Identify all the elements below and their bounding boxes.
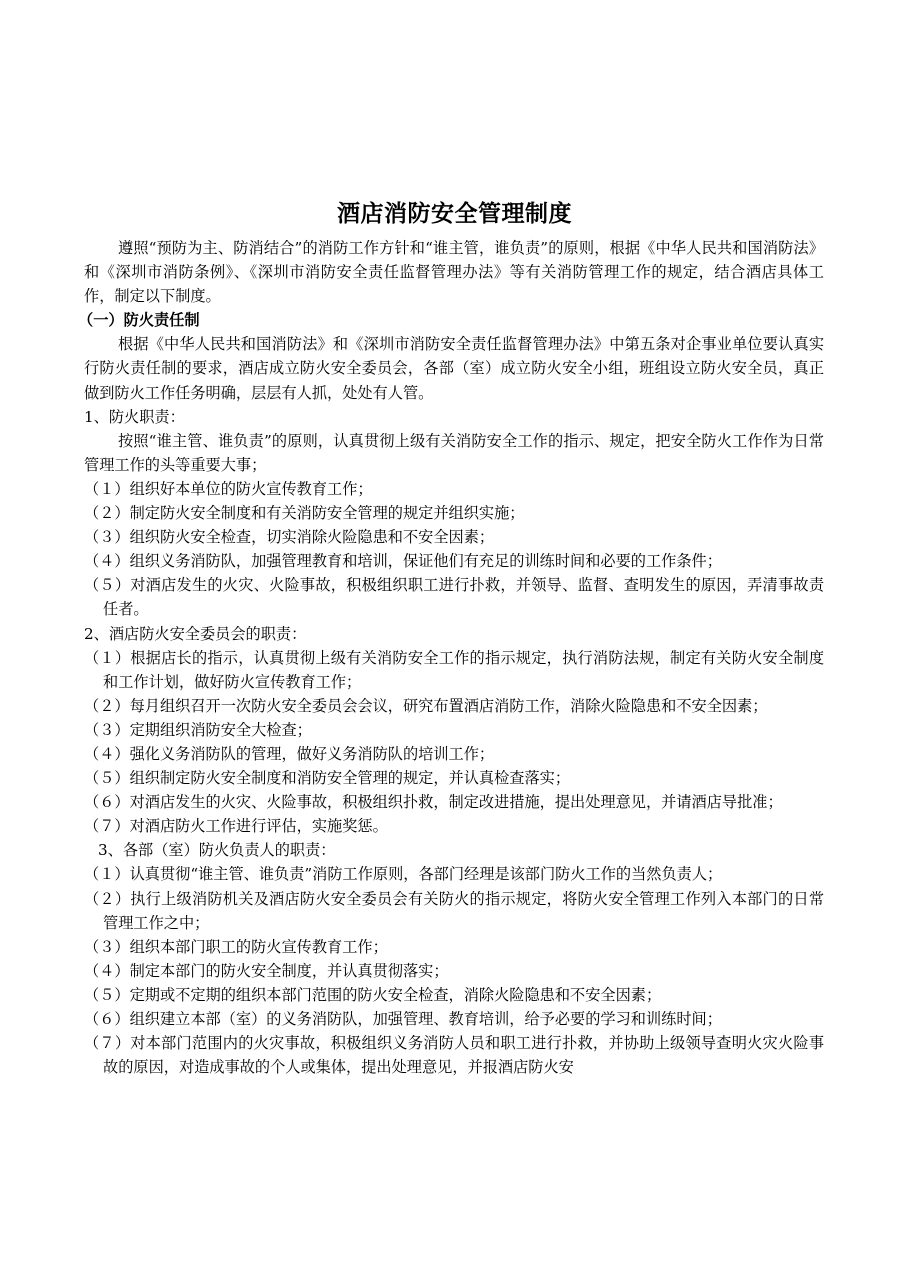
list-item: （３）组织本部门职工的防火宣传教育工作； — [84, 937, 388, 956]
part2-heading: 2、酒店防火安全委员会的职责： — [84, 624, 307, 643]
list-item: （１）认真贯彻“谁主管、谁负责”消防工作原则，各部门经理是该部门防火工作的当然负责人； — [84, 865, 723, 884]
list-item: （６）对酒店发生的火灾、火险事故，积极组织扑救，制定改进措施，提出处理意见，并请酒店导批准； — [84, 793, 783, 812]
part1-heading: 1、防火职责： — [84, 407, 185, 426]
part3-heading: 3、各部（室）防火负责人的职责： — [98, 841, 336, 860]
intro-paragraph: 遵照“预防为主、防消结合”的消防工作方针和“谁主管，谁负责”的原则，根据《中华人民共和国消防法》和《深圳市消防条例》、《深圳市消防安全责任监督管理办法》等有关消防管理工作的规定，结合酒店具体工作，制定以下制度。 — [84, 239, 824, 306]
list-item: （２）执行上级消防机关及酒店防火安全委员会有关防火的指示规定，将防火安全管理工作列入本部门的日常管理工作之中； — [84, 889, 824, 932]
list-item: （３）定期组织消防安全大检查； — [84, 720, 312, 739]
document-title: 酒店消防安全管理制度 — [337, 201, 572, 227]
list-item: （５）定期或不定期的组织本部门范围的防火安全检查，消除火险隐患和不安全因素； — [84, 985, 662, 1004]
list-item: （４）强化义务消防队的管理，做好义务消防队的培训工作； — [84, 744, 495, 763]
section-heading-fire-responsibility: （一）防火责任制 — [78, 311, 200, 330]
list-item: （４）制定本部门的防火安全制度，并认真贯彻落实； — [84, 961, 449, 980]
list-item: （７）对本部门范围内的火灾事故，积极组织义务消防人员和职工进行扑救，并协助上级领导查明火灾火险事故的原因，对造成事故的个人或集体，提出处理意见，并报酒店防火安 — [84, 1034, 824, 1077]
list-item: （２）制定防火安全制度和有关消防安全管理的规定并组织实施； — [84, 504, 525, 523]
list-item: （５）组织制定防火安全制度和消防安全管理的规定，并认真检查落实； — [84, 769, 570, 788]
list-item: （１）组织好本单位的防火宣传教育工作； — [84, 479, 373, 498]
list-item: （６）组织建立本部（室）的义务消防队，加强管理、教育培训，给予必要的学习和训练时间； — [84, 1010, 722, 1028]
list-item: （１）根据店长的指示，认真贯彻上级有关消防安全工作的指示规定，执行消防法规，制定有关防火安全制度和工作计划，做好防火宣传教育工作； — [84, 648, 824, 691]
list-item: （４）组织义务消防队，加强管理教育和培训，保证他们有充足的训练时间和必要的工作条件； — [84, 552, 722, 571]
list-item: （３）组织防火安全检查，切实消除火险隐患和不安全因素； — [84, 528, 495, 547]
list-item: （２）每月组织召开一次防火安全委员会会议，研究布置酒店消防工作，消除火险隐患和不安全因素； — [84, 696, 768, 715]
section-intro-paragraph: 根据《中华人民共和国消防法》和《深圳市消防安全责任监督管理办法》中第五条对企事业单位要认真实行防火责任制的要求，酒店成立防火安全委员会，各部（室）成立防火安全小组，班组设立防火安全员，真正做到防火工作任务明确，层层有人抓，处处有人管。 — [84, 335, 824, 402]
list-item: （５）对酒店发生的火灾、火险事故，积极组织职工进行扑救，并领导、监督、查明发生的原因，弄清事故责任者。 — [84, 576, 824, 619]
part1-intro-paragraph: 按照“谁主管、谁负责”的原则，认真贯彻上级有关消防安全工作的指示、规定，把安全防火工作作为日常管理工作的头等重要大事； — [84, 431, 824, 474]
list-item: （７）对酒店防火工作进行评估，实施奖惩。 — [84, 817, 388, 836]
document-body — [78, 236, 824, 1079]
